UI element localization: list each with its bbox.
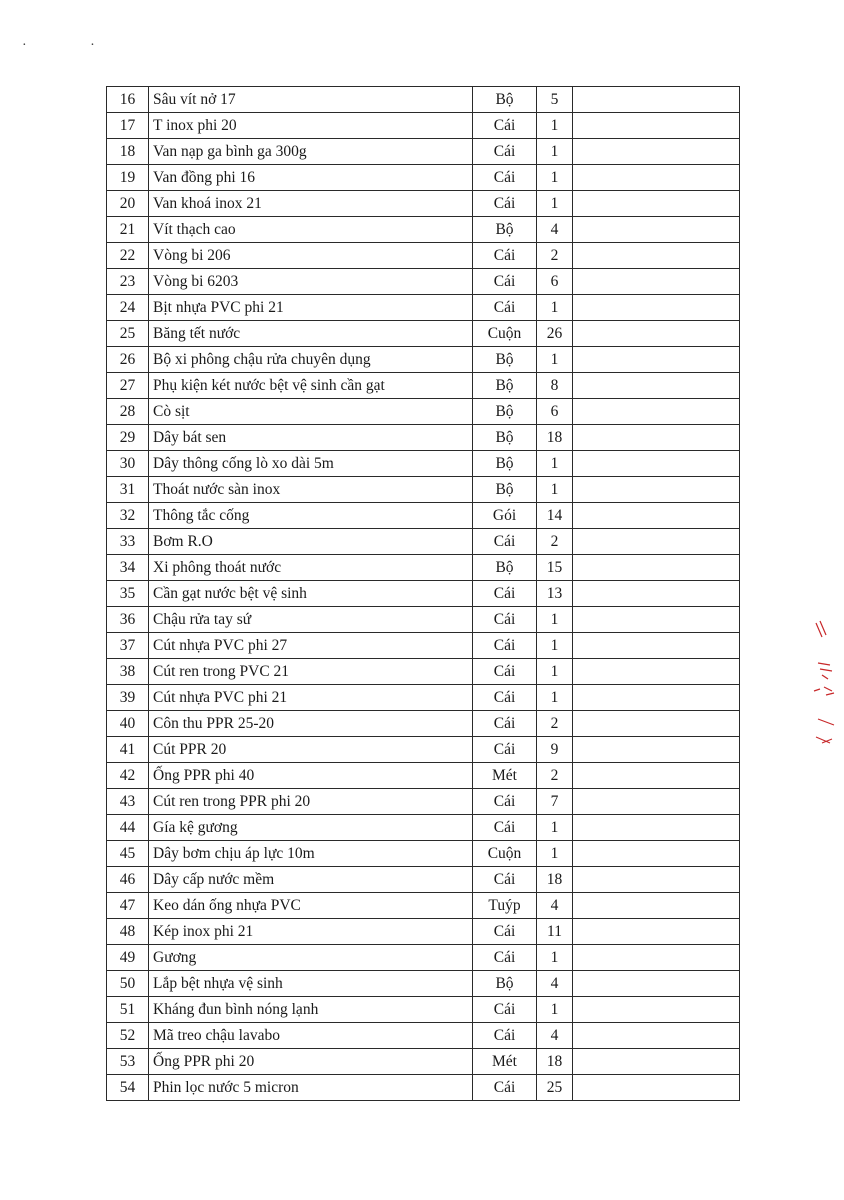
row-number-cell: 25 xyxy=(107,321,149,347)
note-cell xyxy=(573,217,740,243)
quantity-cell: 1 xyxy=(537,945,573,971)
quantity-cell: 1 xyxy=(537,659,573,685)
item-name-cell: Cút nhựa PVC phi 21 xyxy=(149,685,473,711)
quantity-cell: 7 xyxy=(537,789,573,815)
item-name-cell: Sâu vít nở 17 xyxy=(149,87,473,113)
quantity-cell: 1 xyxy=(537,165,573,191)
item-name-cell: Băng tết nước xyxy=(149,321,473,347)
unit-cell: Cái xyxy=(473,1075,537,1101)
note-cell xyxy=(573,633,740,659)
unit-cell: Bộ xyxy=(473,217,537,243)
note-cell xyxy=(573,477,740,503)
row-number-cell: 17 xyxy=(107,113,149,139)
row-number-cell: 49 xyxy=(107,945,149,971)
note-cell xyxy=(573,373,740,399)
quantity-cell: 1 xyxy=(537,685,573,711)
item-name-cell: Cút ren trong PVC 21 xyxy=(149,659,473,685)
quantity-cell: 1 xyxy=(537,295,573,321)
table-row xyxy=(107,685,740,711)
unit-cell: Gói xyxy=(473,503,537,529)
table-row xyxy=(107,529,740,555)
item-name-cell: Ống PPR phi 40 xyxy=(149,763,473,789)
quantity-cell: 18 xyxy=(537,867,573,893)
table-row xyxy=(107,581,740,607)
note-cell xyxy=(573,191,740,217)
row-number-cell: 27 xyxy=(107,373,149,399)
item-name-cell: Thông tắc cống xyxy=(149,503,473,529)
quantity-cell: 1 xyxy=(537,815,573,841)
row-number-cell: 19 xyxy=(107,165,149,191)
table-row xyxy=(107,321,740,347)
quantity-cell: 1 xyxy=(537,841,573,867)
item-name-cell: Cút PPR 20 xyxy=(149,737,473,763)
note-cell xyxy=(573,555,740,581)
quantity-cell: 14 xyxy=(537,503,573,529)
table-row xyxy=(107,87,740,113)
unit-cell: Cái xyxy=(473,243,537,269)
unit-cell: Mét xyxy=(473,1049,537,1075)
note-cell xyxy=(573,503,740,529)
unit-cell: Cái xyxy=(473,607,537,633)
row-number-cell: 26 xyxy=(107,347,149,373)
row-number-cell: 36 xyxy=(107,607,149,633)
unit-cell: Cái xyxy=(473,659,537,685)
row-number-cell: 48 xyxy=(107,919,149,945)
unit-cell: Bộ xyxy=(473,451,537,477)
quantity-cell: 1 xyxy=(537,997,573,1023)
unit-cell: Bộ xyxy=(473,425,537,451)
unit-cell: Cái xyxy=(473,867,537,893)
item-name-cell: Cần gạt nước bệt vệ sinh xyxy=(149,581,473,607)
item-name-cell: Van nạp ga bình ga 300g xyxy=(149,139,473,165)
table-row xyxy=(107,243,740,269)
item-name-cell: Bộ xi phông chậu rửa chuyên dụng xyxy=(149,347,473,373)
table-row xyxy=(107,191,740,217)
note-cell xyxy=(573,919,740,945)
table-row xyxy=(107,815,740,841)
quantity-cell: 26 xyxy=(537,321,573,347)
table-row xyxy=(107,763,740,789)
item-name-cell: Bịt nhựa PVC phi 21 xyxy=(149,295,473,321)
item-name-cell: Gía kệ gương xyxy=(149,815,473,841)
row-number-cell: 37 xyxy=(107,633,149,659)
table-row xyxy=(107,867,740,893)
table-row xyxy=(107,477,740,503)
row-number-cell: 29 xyxy=(107,425,149,451)
note-cell xyxy=(573,789,740,815)
unit-cell: Cuộn xyxy=(473,321,537,347)
table-row xyxy=(107,451,740,477)
quantity-cell: 1 xyxy=(537,347,573,373)
unit-cell: Bộ xyxy=(473,555,537,581)
quantity-cell: 4 xyxy=(537,971,573,997)
note-cell xyxy=(573,269,740,295)
unit-cell: Cái xyxy=(473,737,537,763)
note-cell xyxy=(573,607,740,633)
row-number-cell: 18 xyxy=(107,139,149,165)
table-row xyxy=(107,425,740,451)
table-row xyxy=(107,737,740,763)
table-row xyxy=(107,269,740,295)
note-cell xyxy=(573,867,740,893)
quantity-cell: 6 xyxy=(537,399,573,425)
row-number-cell: 52 xyxy=(107,1023,149,1049)
quantity-cell: 2 xyxy=(537,529,573,555)
quantity-cell: 4 xyxy=(537,217,573,243)
quantity-cell: 8 xyxy=(537,373,573,399)
table-row xyxy=(107,295,740,321)
note-cell xyxy=(573,893,740,919)
row-number-cell: 21 xyxy=(107,217,149,243)
quantity-cell: 9 xyxy=(537,737,573,763)
quantity-cell: 1 xyxy=(537,191,573,217)
quantity-cell: 18 xyxy=(537,1049,573,1075)
quantity-cell: 6 xyxy=(537,269,573,295)
row-number-cell: 30 xyxy=(107,451,149,477)
row-number-cell: 44 xyxy=(107,815,149,841)
item-name-cell: Bơm R.O xyxy=(149,529,473,555)
unit-cell: Mét xyxy=(473,763,537,789)
table-row xyxy=(107,789,740,815)
table-row xyxy=(107,503,740,529)
note-cell xyxy=(573,737,740,763)
item-name-cell: Cút nhựa PVC phi 27 xyxy=(149,633,473,659)
table-row xyxy=(107,1075,740,1101)
row-number-cell: 33 xyxy=(107,529,149,555)
row-number-cell: 22 xyxy=(107,243,149,269)
quantity-cell: 18 xyxy=(537,425,573,451)
item-name-cell: Lắp bệt nhựa vệ sinh xyxy=(149,971,473,997)
item-name-cell: Chậu rửa tay sứ xyxy=(149,607,473,633)
note-cell xyxy=(573,997,740,1023)
table-row xyxy=(107,633,740,659)
row-number-cell: 46 xyxy=(107,867,149,893)
note-cell xyxy=(573,763,740,789)
quantity-cell: 2 xyxy=(537,711,573,737)
note-cell xyxy=(573,659,740,685)
table-row xyxy=(107,971,740,997)
note-cell xyxy=(573,321,740,347)
note-cell xyxy=(573,945,740,971)
note-cell xyxy=(573,451,740,477)
unit-cell: Cái xyxy=(473,139,537,165)
quantity-cell: 5 xyxy=(537,87,573,113)
unit-cell: Bộ xyxy=(473,373,537,399)
quantity-cell: 1 xyxy=(537,633,573,659)
row-number-cell: 41 xyxy=(107,737,149,763)
unit-cell: Cuộn xyxy=(473,841,537,867)
note-cell xyxy=(573,165,740,191)
note-cell xyxy=(573,1023,740,1049)
unit-cell: Cái xyxy=(473,113,537,139)
quantity-cell: 4 xyxy=(537,893,573,919)
quantity-cell: 1 xyxy=(537,139,573,165)
scan-marks: · · xyxy=(22,38,125,53)
quantity-cell: 11 xyxy=(537,919,573,945)
item-name-cell: Keo dán ống nhựa PVC xyxy=(149,893,473,919)
row-number-cell: 45 xyxy=(107,841,149,867)
note-cell xyxy=(573,841,740,867)
row-number-cell: 34 xyxy=(107,555,149,581)
row-number-cell: 51 xyxy=(107,997,149,1023)
table-row xyxy=(107,893,740,919)
row-number-cell: 53 xyxy=(107,1049,149,1075)
quantity-cell: 4 xyxy=(537,1023,573,1049)
quantity-cell: 1 xyxy=(537,477,573,503)
materials-table xyxy=(106,86,740,1101)
table-row xyxy=(107,113,740,139)
table-row xyxy=(107,347,740,373)
note-cell xyxy=(573,1049,740,1075)
row-number-cell: 23 xyxy=(107,269,149,295)
unit-cell: Cái xyxy=(473,711,537,737)
unit-cell: Cái xyxy=(473,269,537,295)
table-row xyxy=(107,399,740,425)
unit-cell: Cái xyxy=(473,295,537,321)
unit-cell: Cái xyxy=(473,945,537,971)
row-number-cell: 50 xyxy=(107,971,149,997)
quantity-cell: 15 xyxy=(537,555,573,581)
table-row xyxy=(107,659,740,685)
item-name-cell: Dây thông cống lò xo dài 5m xyxy=(149,451,473,477)
table-row xyxy=(107,165,740,191)
item-name-cell: Thoát nước sàn inox xyxy=(149,477,473,503)
row-number-cell: 24 xyxy=(107,295,149,321)
item-name-cell: Kháng đun bình nóng lạnh xyxy=(149,997,473,1023)
row-number-cell: 43 xyxy=(107,789,149,815)
note-cell xyxy=(573,243,740,269)
note-cell xyxy=(573,529,740,555)
unit-cell: Cái xyxy=(473,789,537,815)
row-number-cell: 38 xyxy=(107,659,149,685)
item-name-cell: Xi phông thoát nước xyxy=(149,555,473,581)
quantity-cell: 1 xyxy=(537,113,573,139)
note-cell xyxy=(573,113,740,139)
item-name-cell: Van khoá inox 21 xyxy=(149,191,473,217)
note-cell xyxy=(573,971,740,997)
table-row xyxy=(107,841,740,867)
unit-cell: Cái xyxy=(473,165,537,191)
item-name-cell: Cút ren trong PPR phi 20 xyxy=(149,789,473,815)
unit-cell: Cái xyxy=(473,685,537,711)
unit-cell: Bộ xyxy=(473,477,537,503)
note-cell xyxy=(573,815,740,841)
row-number-cell: 31 xyxy=(107,477,149,503)
item-name-cell: Vòng bi 6203 xyxy=(149,269,473,295)
row-number-cell: 32 xyxy=(107,503,149,529)
row-number-cell: 28 xyxy=(107,399,149,425)
unit-cell: Cái xyxy=(473,581,537,607)
note-cell xyxy=(573,685,740,711)
unit-cell: Cái xyxy=(473,815,537,841)
item-name-cell: Dây bát sen xyxy=(149,425,473,451)
row-number-cell: 54 xyxy=(107,1075,149,1101)
item-name-cell: Vít thạch cao xyxy=(149,217,473,243)
note-cell xyxy=(573,425,740,451)
row-number-cell: 39 xyxy=(107,685,149,711)
materials-table-body xyxy=(107,87,740,1101)
table-row xyxy=(107,919,740,945)
unit-cell: Bộ xyxy=(473,347,537,373)
note-cell xyxy=(573,139,740,165)
unit-cell: Cái xyxy=(473,529,537,555)
unit-cell: Tuýp xyxy=(473,893,537,919)
quantity-cell: 2 xyxy=(537,243,573,269)
table-row xyxy=(107,711,740,737)
item-name-cell: Phụ kiện két nước bệt vệ sinh cần gạt xyxy=(149,373,473,399)
unit-cell: Cái xyxy=(473,997,537,1023)
table-row xyxy=(107,997,740,1023)
unit-cell: Cái xyxy=(473,1023,537,1049)
table-row xyxy=(107,217,740,243)
table-row xyxy=(107,373,740,399)
item-name-cell: Mã treo chậu lavabo xyxy=(149,1023,473,1049)
note-cell xyxy=(573,581,740,607)
quantity-cell: 25 xyxy=(537,1075,573,1101)
quantity-cell: 1 xyxy=(537,607,573,633)
row-number-cell: 35 xyxy=(107,581,149,607)
row-number-cell: 16 xyxy=(107,87,149,113)
item-name-cell: Cò sịt xyxy=(149,399,473,425)
table-row xyxy=(107,139,740,165)
item-name-cell: Ống PPR phi 20 xyxy=(149,1049,473,1075)
item-name-cell: Gương xyxy=(149,945,473,971)
stamp-edge-mark xyxy=(808,615,842,755)
item-name-cell: Côn thu PPR 25-20 xyxy=(149,711,473,737)
unit-cell: Cái xyxy=(473,191,537,217)
quantity-cell: 13 xyxy=(537,581,573,607)
item-name-cell: Dây cấp nước mềm xyxy=(149,867,473,893)
item-name-cell: Kép inox phi 21 xyxy=(149,919,473,945)
row-number-cell: 42 xyxy=(107,763,149,789)
note-cell xyxy=(573,295,740,321)
unit-cell: Bộ xyxy=(473,87,537,113)
unit-cell: Cái xyxy=(473,633,537,659)
row-number-cell: 40 xyxy=(107,711,149,737)
note-cell xyxy=(573,347,740,373)
table-row xyxy=(107,945,740,971)
quantity-cell: 2 xyxy=(537,763,573,789)
table-row xyxy=(107,1049,740,1075)
note-cell xyxy=(573,1075,740,1101)
note-cell xyxy=(573,87,740,113)
row-number-cell: 20 xyxy=(107,191,149,217)
unit-cell: Bộ xyxy=(473,971,537,997)
unit-cell: Cái xyxy=(473,919,537,945)
note-cell xyxy=(573,399,740,425)
unit-cell: Bộ xyxy=(473,399,537,425)
item-name-cell: T inox phi 20 xyxy=(149,113,473,139)
note-cell xyxy=(573,711,740,737)
item-name-cell: Dây bơm chịu áp lực 10m xyxy=(149,841,473,867)
row-number-cell: 47 xyxy=(107,893,149,919)
table-row xyxy=(107,555,740,581)
item-name-cell: Van đồng phi 16 xyxy=(149,165,473,191)
table-row xyxy=(107,1023,740,1049)
quantity-cell: 1 xyxy=(537,451,573,477)
table-row xyxy=(107,607,740,633)
item-name-cell: Phin lọc nước 5 micron xyxy=(149,1075,473,1101)
item-name-cell: Vòng bi 206 xyxy=(149,243,473,269)
